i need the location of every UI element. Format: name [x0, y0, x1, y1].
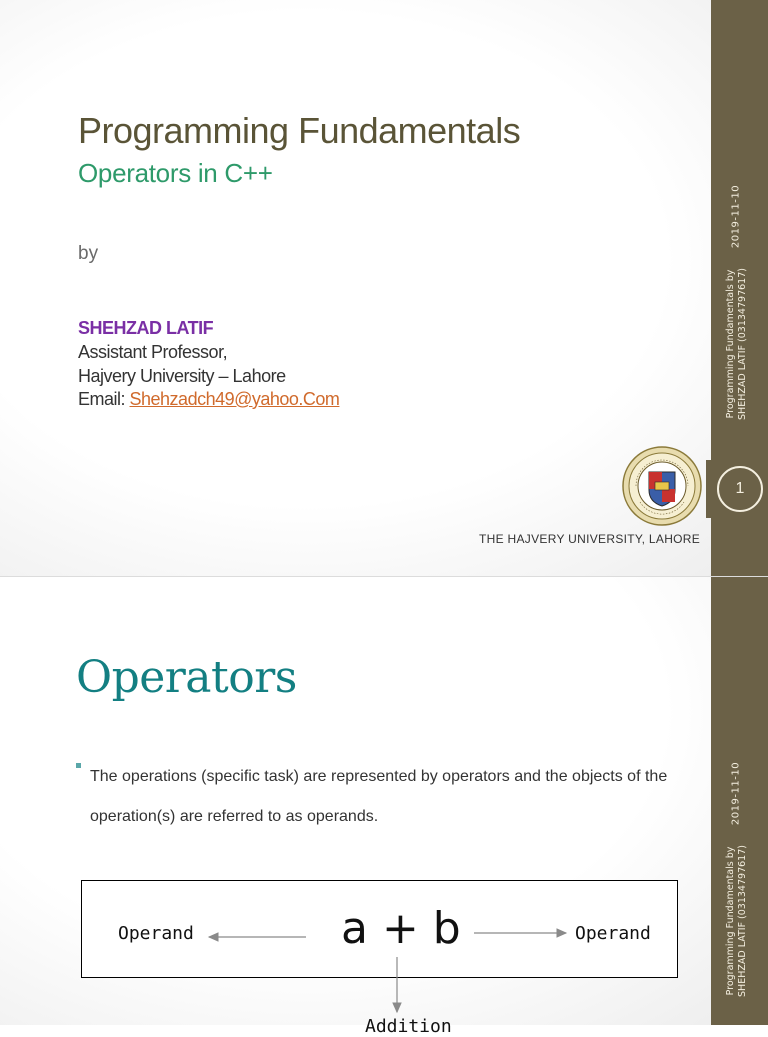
author-email-line	[78, 389, 339, 410]
university-seal-icon	[622, 446, 702, 526]
left-operand-label: Operand	[118, 923, 194, 944]
slide-heading: Operators	[76, 652, 297, 703]
page-number-badge: 1	[717, 466, 763, 512]
sidebar-footer	[725, 264, 749, 424]
sidebar-footer	[725, 841, 749, 1001]
sidebar-footer-line1: Programming Fundamentals by	[725, 846, 736, 996]
university-caption: THE HAJVERY UNIVERSITY, LAHORE	[479, 532, 701, 546]
author-university: Hajvery University – Lahore	[78, 366, 286, 386]
operator-label: Addition	[365, 1016, 452, 1037]
author-role: Assistant Professor,	[78, 342, 228, 362]
sidebar-footer-line2: SHEHZAD LATIF (03134797617)	[737, 268, 748, 420]
slide-subtitle: Operators in C++	[78, 158, 273, 188]
bullet-text: The operations (specific task) are represented by operators and the objects of the operation(s) are referred to as operands.	[90, 768, 668, 825]
sidebar-date: 2019-11-10	[730, 761, 742, 826]
email-link[interactable]: Shehzadch49@yahoo.Com	[129, 389, 340, 409]
right-operand-label: Operand	[575, 923, 651, 944]
sidebar-date: 2019-11-10	[730, 184, 742, 249]
sidebar-footer-line1: Programming Fundamentals by	[725, 269, 736, 419]
slide-title: Programming Fundamentals	[78, 110, 521, 151]
by-label: by	[78, 243, 99, 264]
author-name: SHEHZAD LATIF	[78, 318, 214, 338]
expression-text: a + b	[341, 903, 461, 954]
sidebar-footer-line2: SHEHZAD LATIF (03134797617)	[737, 845, 748, 997]
email-label: Email:	[78, 389, 130, 409]
bullet-icon	[76, 763, 81, 768]
